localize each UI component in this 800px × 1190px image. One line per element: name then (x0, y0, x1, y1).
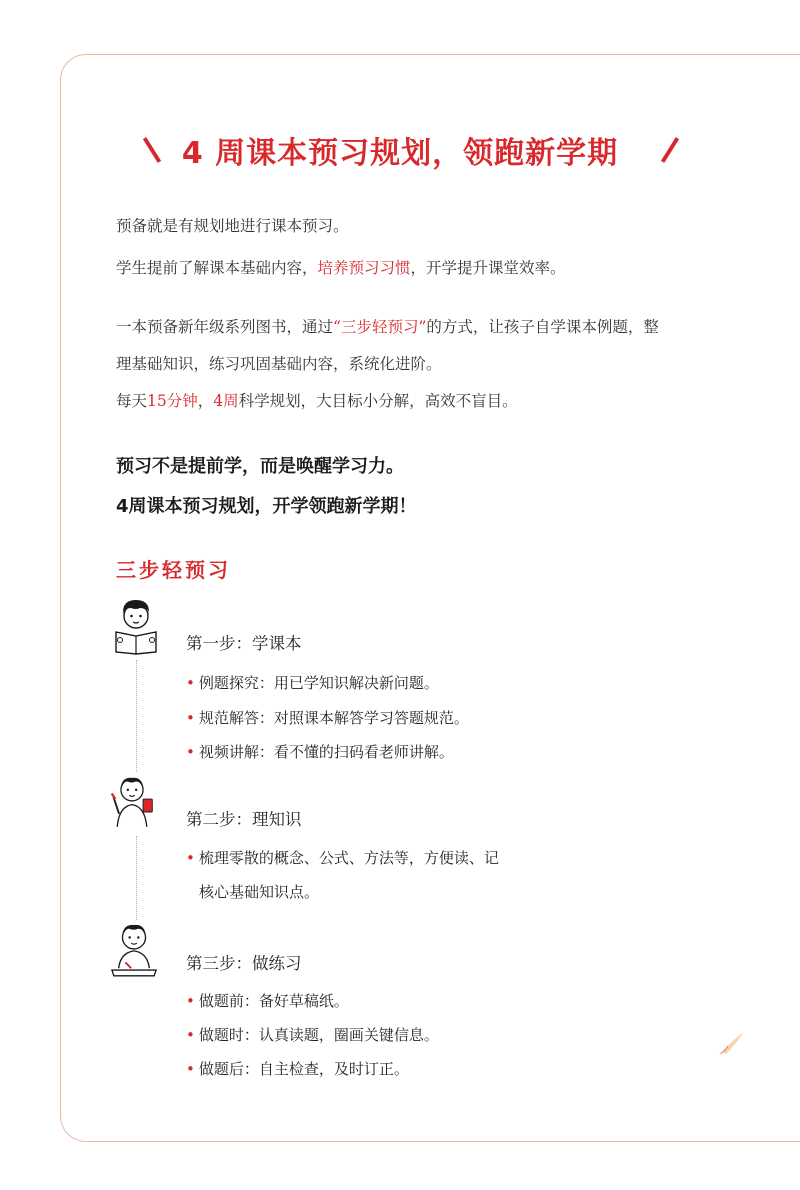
step-2-bullet-1: • 梳理零散的概念、公式、方法等，方便读、记 (186, 849, 499, 867)
step-connector-1 (136, 660, 137, 772)
step-1-title: 第一步：学课本 (186, 634, 302, 653)
step-1-bullet-2: • 规范解答：对照课本解答学习答题规范。 (186, 709, 469, 727)
slogan-line-2: 4周课本预习规划，开学领跑新学期！ (116, 496, 417, 517)
intro-line-3: 一本预备新年级系列图书，通过“三步轻预习”的方式，让孩子自学课本例题，整 (116, 318, 659, 336)
highlight-15-min: 15分钟 (147, 392, 198, 410)
highlight-4-weeks: 4周 (213, 392, 239, 410)
intro-line-5: 每天15分钟，4周科学规划，大目标小分解，高效不盲目。 (116, 392, 518, 410)
step-2-title: 第二步：理知识 (186, 810, 302, 829)
step-3-bullet-2: • 做题时：认真读题，圈画关键信息。 (186, 1026, 439, 1044)
intro-line-4: 理基础知识，练习巩固基础内容，系统化进阶。 (116, 355, 442, 373)
step-2-continuation: 核心基础知识点。 (199, 883, 320, 901)
highlight-habit: 培养预习习惯 (317, 259, 411, 277)
boy-writing-icon (108, 770, 156, 830)
intro-line-1: 预备就是有规划地进行课本预习。 (116, 217, 349, 235)
step-3-bullet-3: • 做题后：自主检查，及时订正。 (186, 1060, 409, 1078)
page-title: 4 周课本预习规划，领跑新学期 (181, 136, 619, 171)
step-3-bullet-1: • 做题前：备好草稿纸。 (186, 992, 349, 1010)
decorative-smudge-icon (718, 1028, 748, 1058)
step-connector-2 (136, 836, 137, 920)
boy-reading-icon (112, 596, 160, 656)
highlight-three-steps: “三步轻预习” (333, 318, 427, 336)
intro-line-2: 学生提前了解课本基础内容，培养预习习惯，开学提升课堂效率。 (116, 259, 566, 277)
section-title: 三步轻预习 (116, 558, 231, 582)
step-1-bullet-3: • 视频讲解：看不懂的扫码看老师讲解。 (186, 743, 454, 761)
step-1-bullet-1: • 例题探究：用已学知识解决新问题。 (186, 674, 439, 692)
slogan-line-1: 预习不是提前学，而是唤醒学习力。 (116, 456, 404, 477)
boy-practicing-icon (110, 918, 158, 978)
step-3-title: 第三步：做练习 (186, 954, 302, 973)
